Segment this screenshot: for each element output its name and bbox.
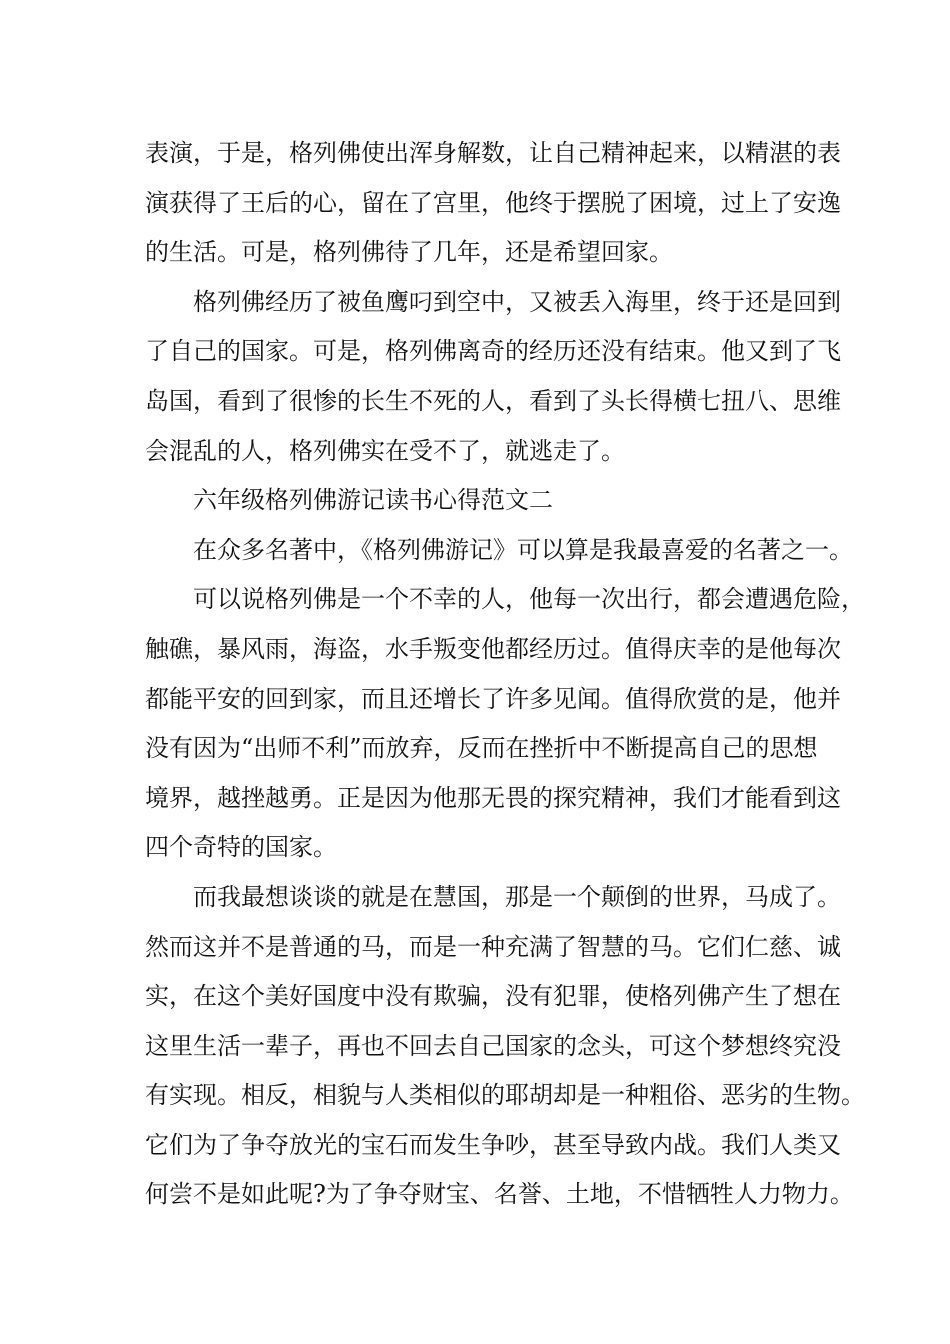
text-line: 然而这并不是普通的马，而是一种充满了智慧的马。它们仁慈、诚 <box>145 932 841 961</box>
section-heading: 六年级格列佛游记读书心得范文二 <box>193 486 553 515</box>
text-line: 有实现。相反，相貌与人类相似的耶胡却是一种粗俗、恶劣的生物。 <box>145 1081 865 1110</box>
paragraph-first-line: 格列佛经历了被鱼鹰叼到空中，又被丢入海里，终于还是回到 <box>193 287 841 316</box>
text-line: 都能平安的回到家，而且还增长了许多见闻。值得欣赏的是，他并 <box>145 684 841 713</box>
text-line: 演获得了王后的心，留在了宫里，他终于摆脱了困境，过上了安逸 <box>145 188 841 217</box>
paragraph-first-line: 在众多名著中，《格列佛游记》可以算是我最喜爱的名著之一。 <box>193 535 853 564</box>
text-line: 何尝不是如此呢?为了争夺财宝、名誉、土地，不惜牺牲人力物力。 <box>145 1180 854 1209</box>
text-line: 了自己的国家。可是，格列佛离奇的经历还没有结束。他又到了飞 <box>145 337 841 366</box>
text-line: 没有因为“出师不利”而放弃，反而在挫折中不断提高自己的思想 <box>145 734 818 763</box>
text-line: 四个奇特的国家。 <box>145 833 337 862</box>
body-text <box>145 129 865 1220</box>
text-line: 表演，于是，格列佛使出浑身解数，让自己精神起来，以精湛的表 <box>145 139 841 167</box>
text-line: 岛国，看到了很惨的长生不死的人，看到了头长得横七扭八、思维 <box>145 386 841 415</box>
text-line: 会混乱的人，格列佛实在受不了，就逃走了。 <box>145 436 625 465</box>
text-line: 的生活。可是，格列佛待了几年，还是希望回家。 <box>145 238 673 267</box>
paragraph-first-line: 而我最想谈谈的就是在慧国，那是一个颠倒的世界，马成了。 <box>193 882 841 911</box>
text-line: 实，在这个美好国度中没有欺骗，没有犯罪，使格列佛产生了想在 <box>145 982 841 1011</box>
text-line: 这里生活一辈子，再也不回去自己国家的念头，可这个梦想终究没 <box>145 1031 841 1060</box>
text-line: 它们为了争夺放光的宝石而发生争吵，甚至导致内战。我们人类又 <box>145 1130 841 1159</box>
paragraph-first-line: 可以说格列佛是一个不幸的人，他每一次出行，都会遭遇危险， <box>193 585 865 614</box>
text-line: 境界，越挫越勇。正是因为他那无畏的探究精神，我们才能看到这 <box>145 783 841 812</box>
text-line: 触礁，暴风雨，海盗，水手叛变他都经历过。值得庆幸的是他每次 <box>145 634 841 663</box>
